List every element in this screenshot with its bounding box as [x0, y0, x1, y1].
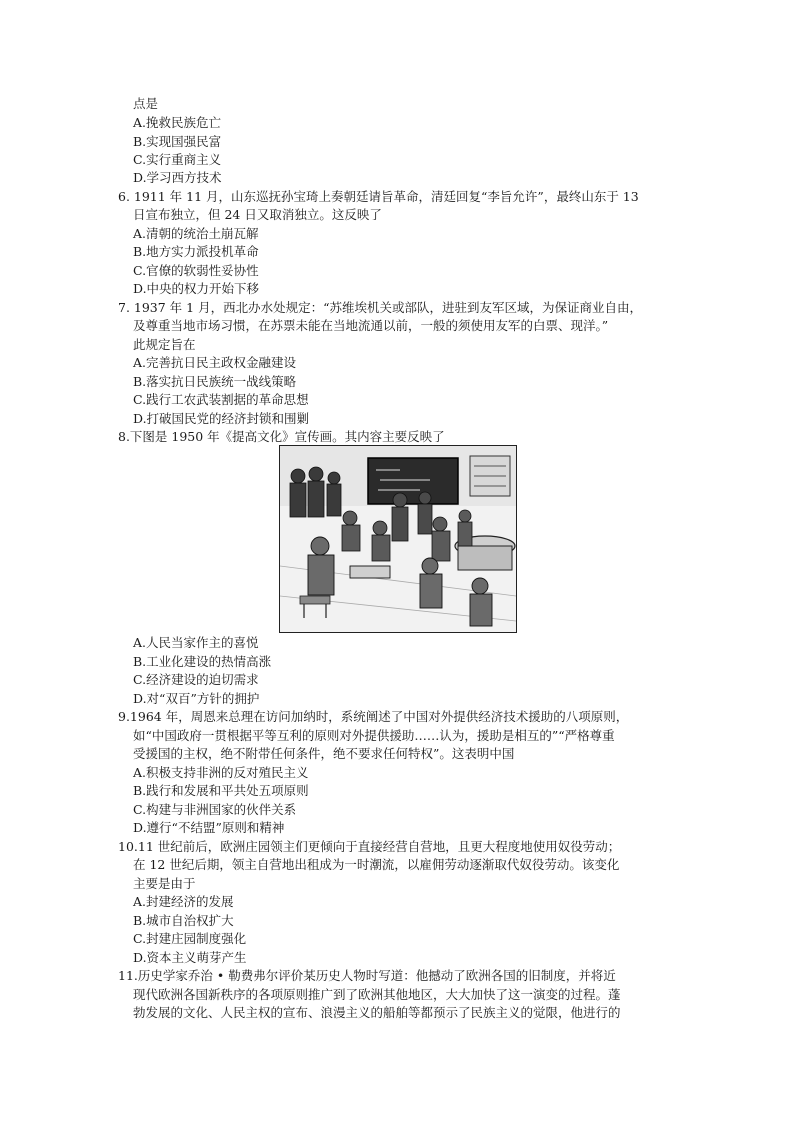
- propaganda-poster-illustration: [279, 445, 517, 633]
- q11-stem-line-3: 勃发展的文化、人民主权的宣布、浪漫主义的船舶等都预示了民族主义的觉限，他进行的: [133, 1005, 621, 1020]
- q7-stem-line-2: 及尊重当地市场习惯，在苏票未能在当地流通以前，一般的须使用友军的白票、现洋。”: [133, 318, 609, 333]
- q7-option-b: B.落实抗日民族统一战线策略: [133, 374, 297, 389]
- q11-stem-line-2: 现代欧洲各国新秩序的各项原则推广到了欧洲其他地区，大大加快了这一演变的过程。蓬: [133, 987, 621, 1002]
- q6-stem-line-1: 6. 1911 年 11 月，山东巡抚孙宝琦上奏朝廷请旨革命，清廷回复“李旨允许”，最终山东于 13: [118, 189, 639, 204]
- q5-option-a: A.挽救民族危亡: [133, 115, 222, 130]
- q10-option-d: D.资本主义萌芽产生: [133, 950, 247, 965]
- q10-option-c: C.封建庄园制度强化: [133, 931, 247, 946]
- q10-stem-line-1: 10.11 世纪前后，欧洲庄园领主们更倾向于直接经营自营地，且更大程度地使用奴役劳动；: [118, 839, 621, 854]
- q10-stem-line-3: 主要是由于: [133, 876, 196, 891]
- q5-stem-tail: 点是: [133, 96, 159, 111]
- q7-option-c: C.践行工农武装割据的革命思想: [133, 392, 309, 407]
- q9-option-c: C.构建与非洲国家的伙伴关系: [133, 802, 297, 817]
- q6-option-c: C.官僚的软弱性妥协性: [133, 263, 259, 278]
- q5-option-b: B.实现国强民富: [133, 134, 222, 149]
- q8-option-c: C.经济建设的迫切需求: [133, 672, 259, 687]
- q9-option-b: B.践行和发展和平共处五项原则: [133, 783, 309, 798]
- q7-stem-line-3: 此规定旨在: [133, 337, 196, 352]
- q9-stem-line-3: 受援国的主权，绝不附带任何条件，绝不要求任何特权”。这表明中国: [133, 746, 515, 761]
- q11-stem-line-1: 11.历史学家乔治 • 勒费弗尔评价某历史人物时写道：他撼动了欧洲各国的旧制度，并将近: [118, 968, 616, 983]
- q9-option-a: A.积极支持非洲的反对殖民主义: [133, 765, 309, 780]
- q10-option-b: B.城市自治权扩大: [133, 913, 234, 928]
- poster-drawing: [280, 446, 516, 632]
- q7-option-a: A.完善抗日民主政权金融建设: [133, 355, 297, 370]
- q5-option-c: C.实行重商主义: [133, 152, 222, 167]
- q6-stem-line-2: 日宣布独立，但 24 日又取消独立。这反映了: [133, 207, 382, 222]
- q10-option-a: A.封建经济的发展: [133, 894, 234, 909]
- q8-stem-line-1: 8.下图是 1950 年《提高文化》宣传画。其内容主要反映了: [118, 429, 445, 444]
- q7-option-d: D.打破国民党的经济封锁和围剿: [133, 411, 310, 426]
- q6-option-a: A.清朝的统治土崩瓦解: [133, 226, 259, 241]
- q9-stem-line-2: 如“中国政府一贯根据平等互利的原则对外提供援助……认为，援助是相互的”“严格尊重: [133, 728, 615, 743]
- q7-stem-line-1: 7. 1937 年 1 月，西北办水处规定：“苏维埃机关或部队，进驻到友军区域，为保证商业自由，: [118, 300, 642, 315]
- q8-option-b: B.工业化建设的热情高涨: [133, 654, 272, 669]
- q6-option-b: B.地方实力派投机革命: [133, 244, 259, 259]
- q10-stem-line-2: 在 12 世纪后期，领主自营地出租成为一时潮流，以雇佣劳动逐渐取代奴役劳动。该变化: [133, 857, 620, 872]
- q6-option-d: D.中央的权力开始下移: [133, 281, 260, 296]
- q8-option-d: D.对“双百”方针的拥护: [133, 691, 260, 706]
- q5-option-d: D.学习西方技术: [133, 170, 222, 185]
- q9-option-d: D.遵行“不结盟”原则和精神: [133, 820, 285, 835]
- q9-stem-line-1: 9.1964 年，周恩来总理在访问加纳时，系统阐述了中国对外提供经济技术援助的八项原则，: [118, 709, 629, 724]
- q8-option-a: A.人民当家作主的喜悦: [133, 635, 259, 650]
